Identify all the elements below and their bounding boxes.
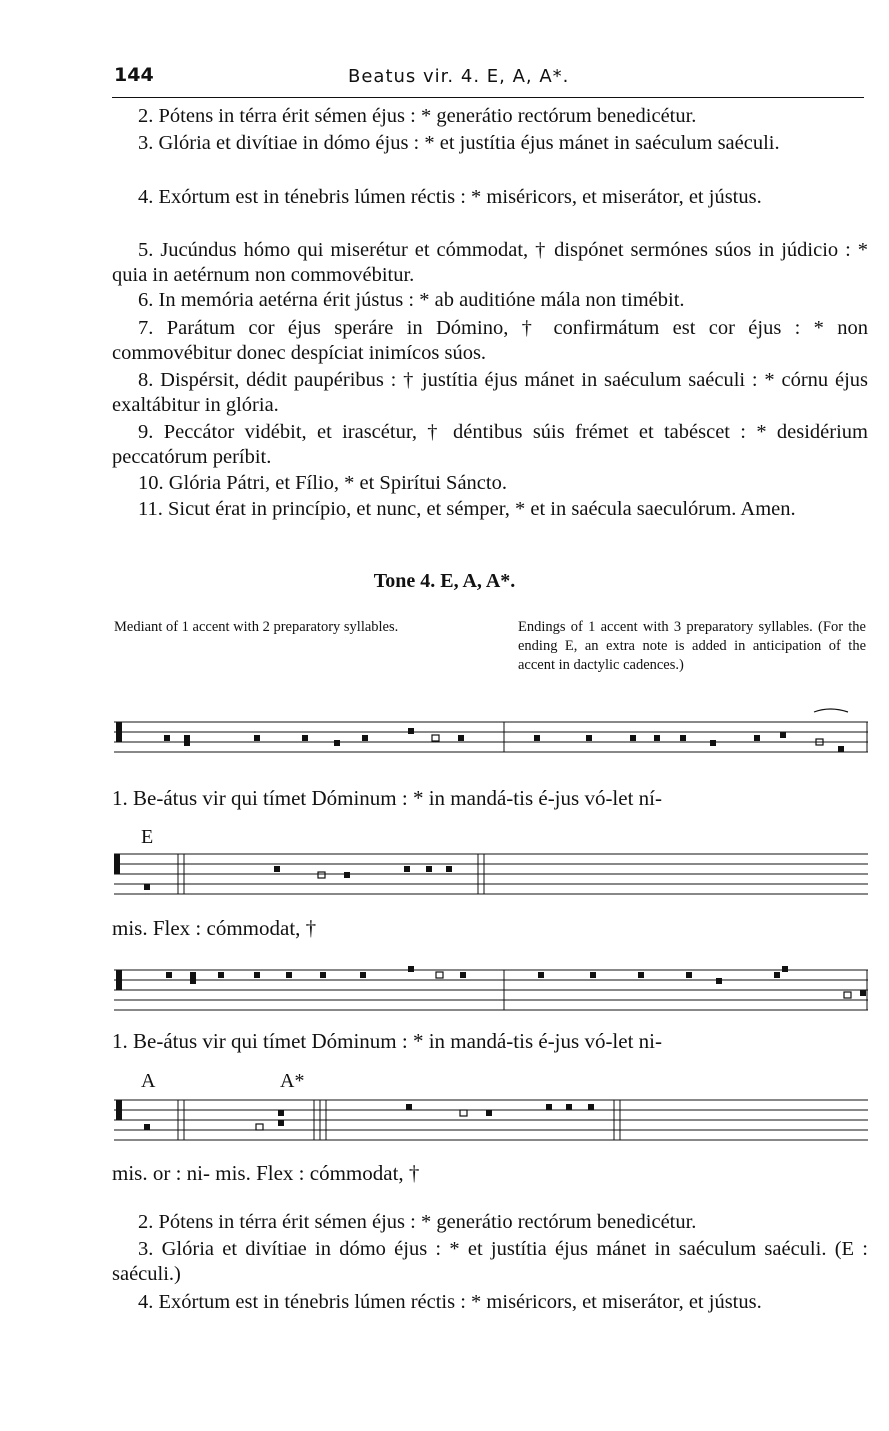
verse-6: 6. In memória aetérna érit jústus : * ab auditióne mála non timébit. [138, 289, 685, 311]
running-head [112, 64, 864, 94]
endings-note: Endings of 1 accent with 3 preparatory syllables. (For the ending E, an extra note is added in anticipation of the accent in dactylic cadences.) [518, 619, 866, 673]
verse-3-bottom: 3. Glória et divítiae in dómo éjus : * et justítia éjus mánet in saéculum saéculi. (E : saéculi.) [112, 1238, 868, 1285]
page-number: 144 [114, 64, 154, 86]
chant-staff-1 [114, 708, 868, 768]
verse-7: 7. Parátum cor éjus speráre in Dómino, † confirmátum est cor éjus : * non commovébitur donec despíciat inimícos súos. [112, 317, 868, 364]
chant-text-line-4: mis. or : ni- mis. Flex : cómmodat, † [112, 1161, 420, 1185]
mediant-note: Mediant of 1 accent with 2 preparatory syllables. [114, 619, 399, 635]
verse-3: 3. Glória et divítiae in dómo éjus : * et justítia éjus mánet in saéculum saéculi. [138, 132, 780, 154]
verse-4-bottom: 4. Exórtum est in ténebris lúmen réctis : * miséricors, et miserátor, et jústus. [138, 1291, 762, 1313]
verse-5: 5. Jucúndus hómo qui miserétur et cómmodat, † dispónet sermónes súos in júdicio : * quia in aetérnum non commovébitur. [112, 239, 868, 286]
verse-11: 11. Sicut érat in princípio, et nunc, et sémper, * et in saécula saeculórum. Amen. [138, 498, 796, 520]
header-rule [112, 97, 864, 98]
ending-a-star-label: A* [280, 1070, 305, 1092]
chant-text-line-2: mis. Flex : cómmodat, † [112, 916, 317, 940]
tone-title: Tone 4. E, A, A*. [373, 570, 516, 592]
running-title: Beatus vir. 4. E, A, A*. [348, 66, 570, 87]
chant-staff-2 [114, 850, 868, 900]
ending-e-label: E [141, 826, 154, 848]
ending-a-label: A [141, 1070, 156, 1092]
verse-10: 10. Glória Pátri, et Fílio, * et Spirítui Sáncto. [138, 472, 507, 494]
verse-2: 2. Pótens in térra érit sémen éjus : * generátio rectórum benedicétur. [138, 105, 697, 127]
chant-text-line-3: 1. Be-átus vir qui tímet Dóminum : * in mandá-tis é-jus vó-let ni- [112, 1029, 662, 1053]
verse-9: 9. Peccátor vidébit, et irascétur, † déntibus súis frémet et tabéscet : * desidérium peccatórum períbit. [112, 421, 868, 468]
verse-2-bottom: 2. Pótens in térra érit sémen éjus : * generátio rectórum benedicétur. [138, 1211, 697, 1233]
verse-4: 4. Exórtum est in ténebris lúmen réctis : * miséricors, et miserátor, et jústus. [138, 186, 762, 208]
verse-8: 8. Dispérsit, dédit paupéribus : † justítia éjus mánet in saéculum saéculi : * córnu éjus exaltábitur in glória. [112, 369, 868, 416]
chant-text-line-1: 1. Be-átus vir qui tímet Dóminum : * in mandá-tis é-jus vó-let ní- [112, 786, 662, 810]
chant-staff-3 [114, 966, 868, 1016]
chant-staff-4 [114, 1096, 868, 1146]
